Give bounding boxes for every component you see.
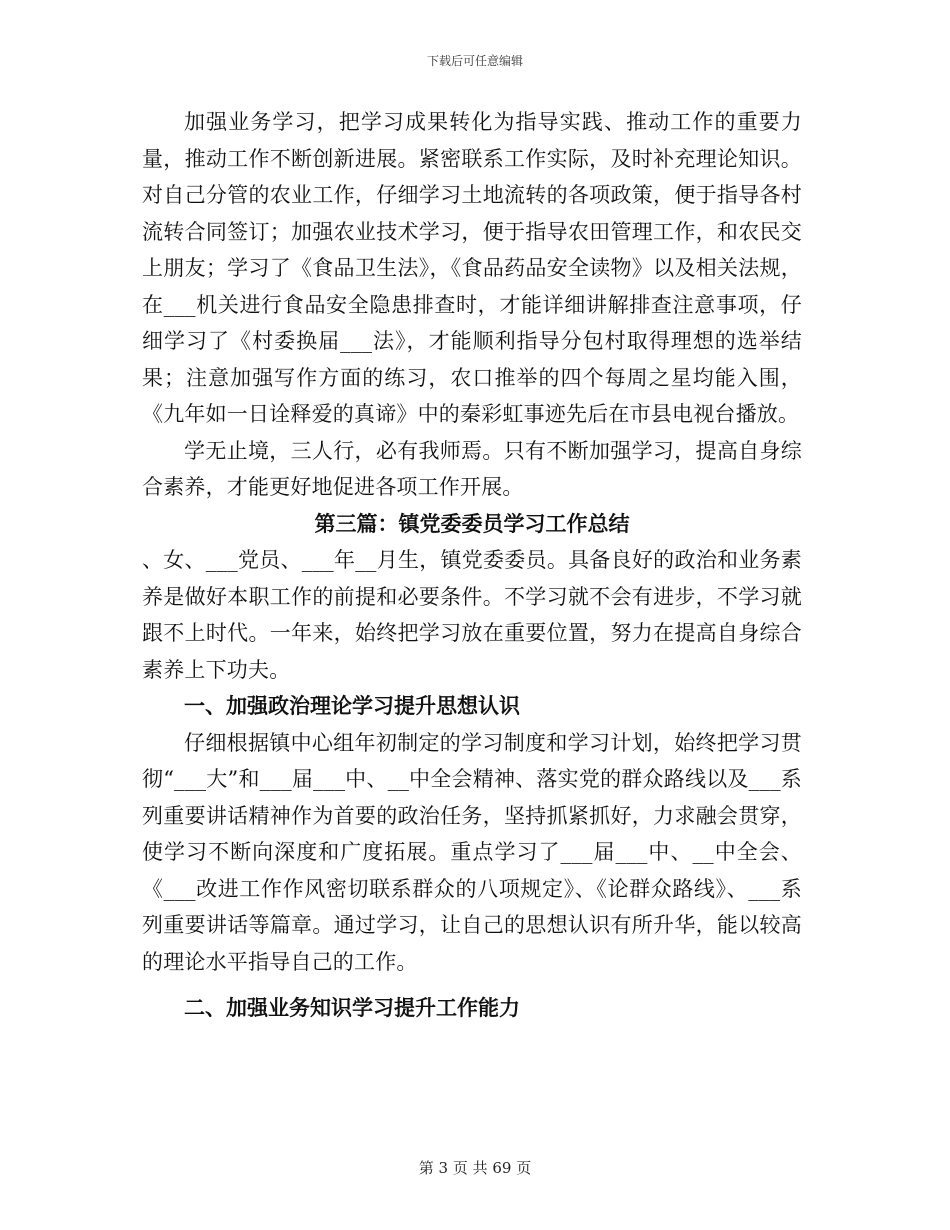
section-title: 第三篇：镇党委委员学习工作总结 (314, 510, 630, 536)
paragraph-intro: 、女、___党员、___年__月生，镇党委委员。具备良好的政治和业务素养是做好本职工作的前提和必要条件。不学习就不会有进步，不学习就跟不上时代。一年来，始终把学习放在重要位置，努力在提高自身综合素养上下功夫。 (142, 548, 802, 682)
paragraph-political-theory: 仔细根据镇中心组年初制定的学习制度和学习计划，始终把学习贯彻“___大”和___届___中、__中全会精神、落实党的群众路线以及___系列重要讲话精神作为首要的政治任务，坚持抓紧抓好，力求融会贯穿，使学习不断向深度和广度拓展。重点学习了___届___中、__中全会、《___改进工作作风密切联系群众的八项规定》、《论群众路线》、___系列重要讲话等篇章。通过学习，让自己的思想认识有所升华，能以较高的理论水平指导自己的工作。 (142, 730, 802, 974)
document-body (142, 104, 802, 1027)
heading-business-knowledge: 二、加强业务知识学习提升工作能力 (184, 995, 520, 1020)
page-number: 第 3 页 共 69 页 (418, 1159, 532, 1177)
heading-political-theory: 一、加强政治理论学习提升思想认识 (184, 693, 520, 718)
page-header: 下载后可任意编辑 (426, 54, 523, 68)
paragraph-endless-learning: 学无止境，三人行，必有我师焉。只有不断加强学习，提高自身综合素养，才能更好地促进各项工作开展。 (142, 438, 802, 499)
paragraph-business-study: 加强业务学习，把学习成果转化为指导实践、推动工作的重要力量，推动工作不断创新进展。紧密联系工作实际，及时补充理论知识。对自己分管的农业工作，仔细学习土地流转的各项政策，便于指导各村流转合同签订；加强农业技术学习，便于指导农田管理工作，和农民交上朋友；学习了《食品卫生法》，《食品药品安全读物》以及相关法规，在___机关进行食品安全隐患排查时，才能详细讲解排查注意事项，仔细学习了《村委换届___法》，才能顺利指导分包村取得理想的选举结果；注意加强写作方面的练习，农口推举的四个每周之星均能入围，《九年如一日诠释爱的真谛》中的秦彩虹事迹先后在市县电视台播放。 (142, 110, 802, 426)
